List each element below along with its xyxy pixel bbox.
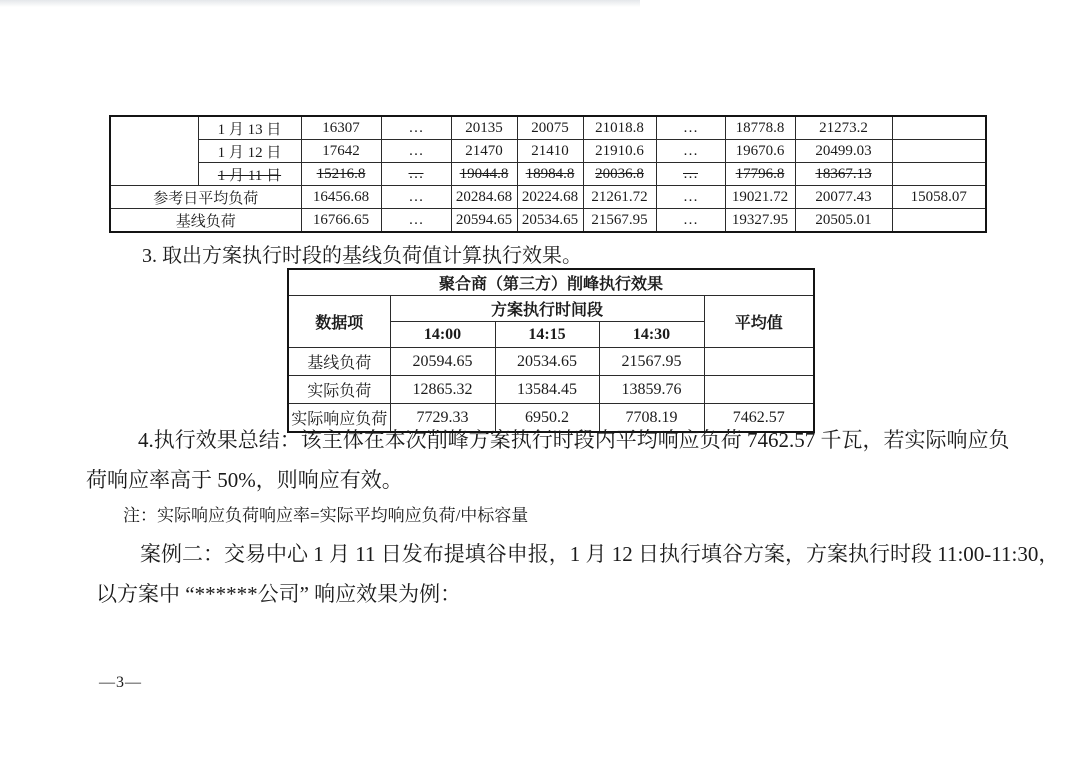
summary-paragraph-line1: 4.执行效果总结：该主体在本次削峰方案执行时段内平均响应负荷 7462.57 千瓦，若实际响应负 xyxy=(138,428,1010,452)
time-header-cell: 14:00 xyxy=(390,322,495,348)
value-cell: 19327.95 xyxy=(725,209,795,233)
value-cell: 18778.8 xyxy=(725,116,795,140)
date-cell: 1 月 12 日 xyxy=(198,140,301,163)
ellipsis-cell: … xyxy=(381,140,451,163)
value-cell: 20594.65 xyxy=(451,209,517,233)
value-cell: 6950.2 xyxy=(495,404,599,433)
scan-edge-shadow xyxy=(0,0,640,7)
empty-cell xyxy=(704,348,814,376)
step3-heading: 3. 取出方案执行时段的基线负荷值计算执行效果。 xyxy=(142,245,582,267)
empty-cell xyxy=(704,376,814,404)
summary-paragraph-line2: 荷响应率高于 50%，则响应有效。 xyxy=(86,468,403,492)
table2-title: 聚合商（第三方）削峰执行效果 xyxy=(288,269,814,296)
value-cell: 17642 xyxy=(301,140,381,163)
value-cell: 17796.8 xyxy=(725,163,795,186)
row-label-cell: 实际负荷 xyxy=(288,376,390,404)
value-cell: 19044.8 xyxy=(451,163,517,186)
row-label-cell: 实际响应负荷 xyxy=(288,404,390,433)
empty-cell xyxy=(892,140,986,163)
ellipsis-cell: … xyxy=(381,209,451,233)
row-label-cell: 基线负荷 xyxy=(110,209,301,233)
value-cell: 20594.65 xyxy=(390,348,495,376)
value-cell: 19021.72 xyxy=(725,186,795,209)
table-row xyxy=(110,209,986,233)
value-cell: 13584.45 xyxy=(495,376,599,404)
value-cell: 21567.95 xyxy=(599,348,704,376)
empty-cell xyxy=(892,116,986,140)
ellipsis-cell: … xyxy=(381,163,451,186)
value-cell: 13859.76 xyxy=(599,376,704,404)
value-cell: 20534.65 xyxy=(495,348,599,376)
case2-paragraph-line1: 案例二：交易中心 1 月 11 日发布提填谷申报，1 月 12 日执行填谷方案，方案执行时段 11:00-11:30， xyxy=(140,542,1060,566)
page-number: —3— xyxy=(99,674,142,691)
value-cell: 18367.13 xyxy=(795,163,892,186)
ellipsis-cell: … xyxy=(656,140,725,163)
value-cell: 21910.6 xyxy=(583,140,656,163)
ellipsis-cell: … xyxy=(656,186,725,209)
value-cell: 20224.68 xyxy=(517,186,583,209)
value-cell: 12865.32 xyxy=(390,376,495,404)
value-cell: 21273.2 xyxy=(795,116,892,140)
date-cell: 1 月 13 日 xyxy=(198,116,301,140)
value-cell: 7462.57 xyxy=(704,404,814,433)
peak-shaving-effect-table xyxy=(287,268,815,433)
table-row-struck xyxy=(110,163,986,186)
ellipsis-cell: … xyxy=(656,163,725,186)
value-cell: 20075 xyxy=(517,116,583,140)
value-cell: 20135 xyxy=(451,116,517,140)
row-label-cell: 基线负荷 xyxy=(288,348,390,376)
table-row xyxy=(288,376,814,404)
blank-merged-cell xyxy=(110,116,198,186)
case2-paragraph-line2: 以方案中 “******公司” 响应效果为例： xyxy=(96,582,462,606)
header-data-item: 数据项 xyxy=(288,296,390,348)
ellipsis-cell: … xyxy=(656,116,725,140)
time-header-cell: 14:30 xyxy=(599,322,704,348)
ellipsis-cell: … xyxy=(381,186,451,209)
value-cell: 7708.19 xyxy=(599,404,704,433)
value-cell: 21410 xyxy=(517,140,583,163)
value-cell: 20036.8 xyxy=(583,163,656,186)
value-cell: 20499.03 xyxy=(795,140,892,163)
value-cell: 16456.68 xyxy=(301,186,381,209)
value-cell: 21567.95 xyxy=(583,209,656,233)
value-cell: 18984.8 xyxy=(517,163,583,186)
value-cell: 21018.8 xyxy=(583,116,656,140)
value-cell: 15216.8 xyxy=(301,163,381,186)
table-header-row xyxy=(288,296,814,322)
table-row xyxy=(110,116,986,140)
ellipsis-cell: … xyxy=(656,209,725,233)
value-cell: 21470 xyxy=(451,140,517,163)
table-row xyxy=(288,348,814,376)
empty-cell xyxy=(892,163,986,186)
table-row xyxy=(110,140,986,163)
value-cell: 16307 xyxy=(301,116,381,140)
value-cell: 7729.33 xyxy=(390,404,495,433)
header-period: 方案执行时间段 xyxy=(390,296,704,322)
empty-cell xyxy=(892,209,986,233)
value-cell: 20505.01 xyxy=(795,209,892,233)
time-header-cell: 14:15 xyxy=(495,322,599,348)
header-average: 平均值 xyxy=(704,296,814,348)
value-cell: 20077.43 xyxy=(795,186,892,209)
reference-day-load-table xyxy=(109,115,987,233)
value-cell: 21261.72 xyxy=(583,186,656,209)
value-cell: 19670.6 xyxy=(725,140,795,163)
value-cell: 15058.07 xyxy=(892,186,986,209)
table-title-row xyxy=(288,269,814,296)
value-cell: 16766.65 xyxy=(301,209,381,233)
row-label-cell: 参考日平均负荷 xyxy=(110,186,301,209)
ellipsis-cell: … xyxy=(381,116,451,140)
note-formula: 注：实际响应负荷响应率=实际平均响应负荷/中标容量 xyxy=(123,506,529,525)
date-cell: 1 月 11 日 xyxy=(198,163,301,186)
value-cell: 20534.65 xyxy=(517,209,583,233)
value-cell: 20284.68 xyxy=(451,186,517,209)
table-row xyxy=(110,186,986,209)
